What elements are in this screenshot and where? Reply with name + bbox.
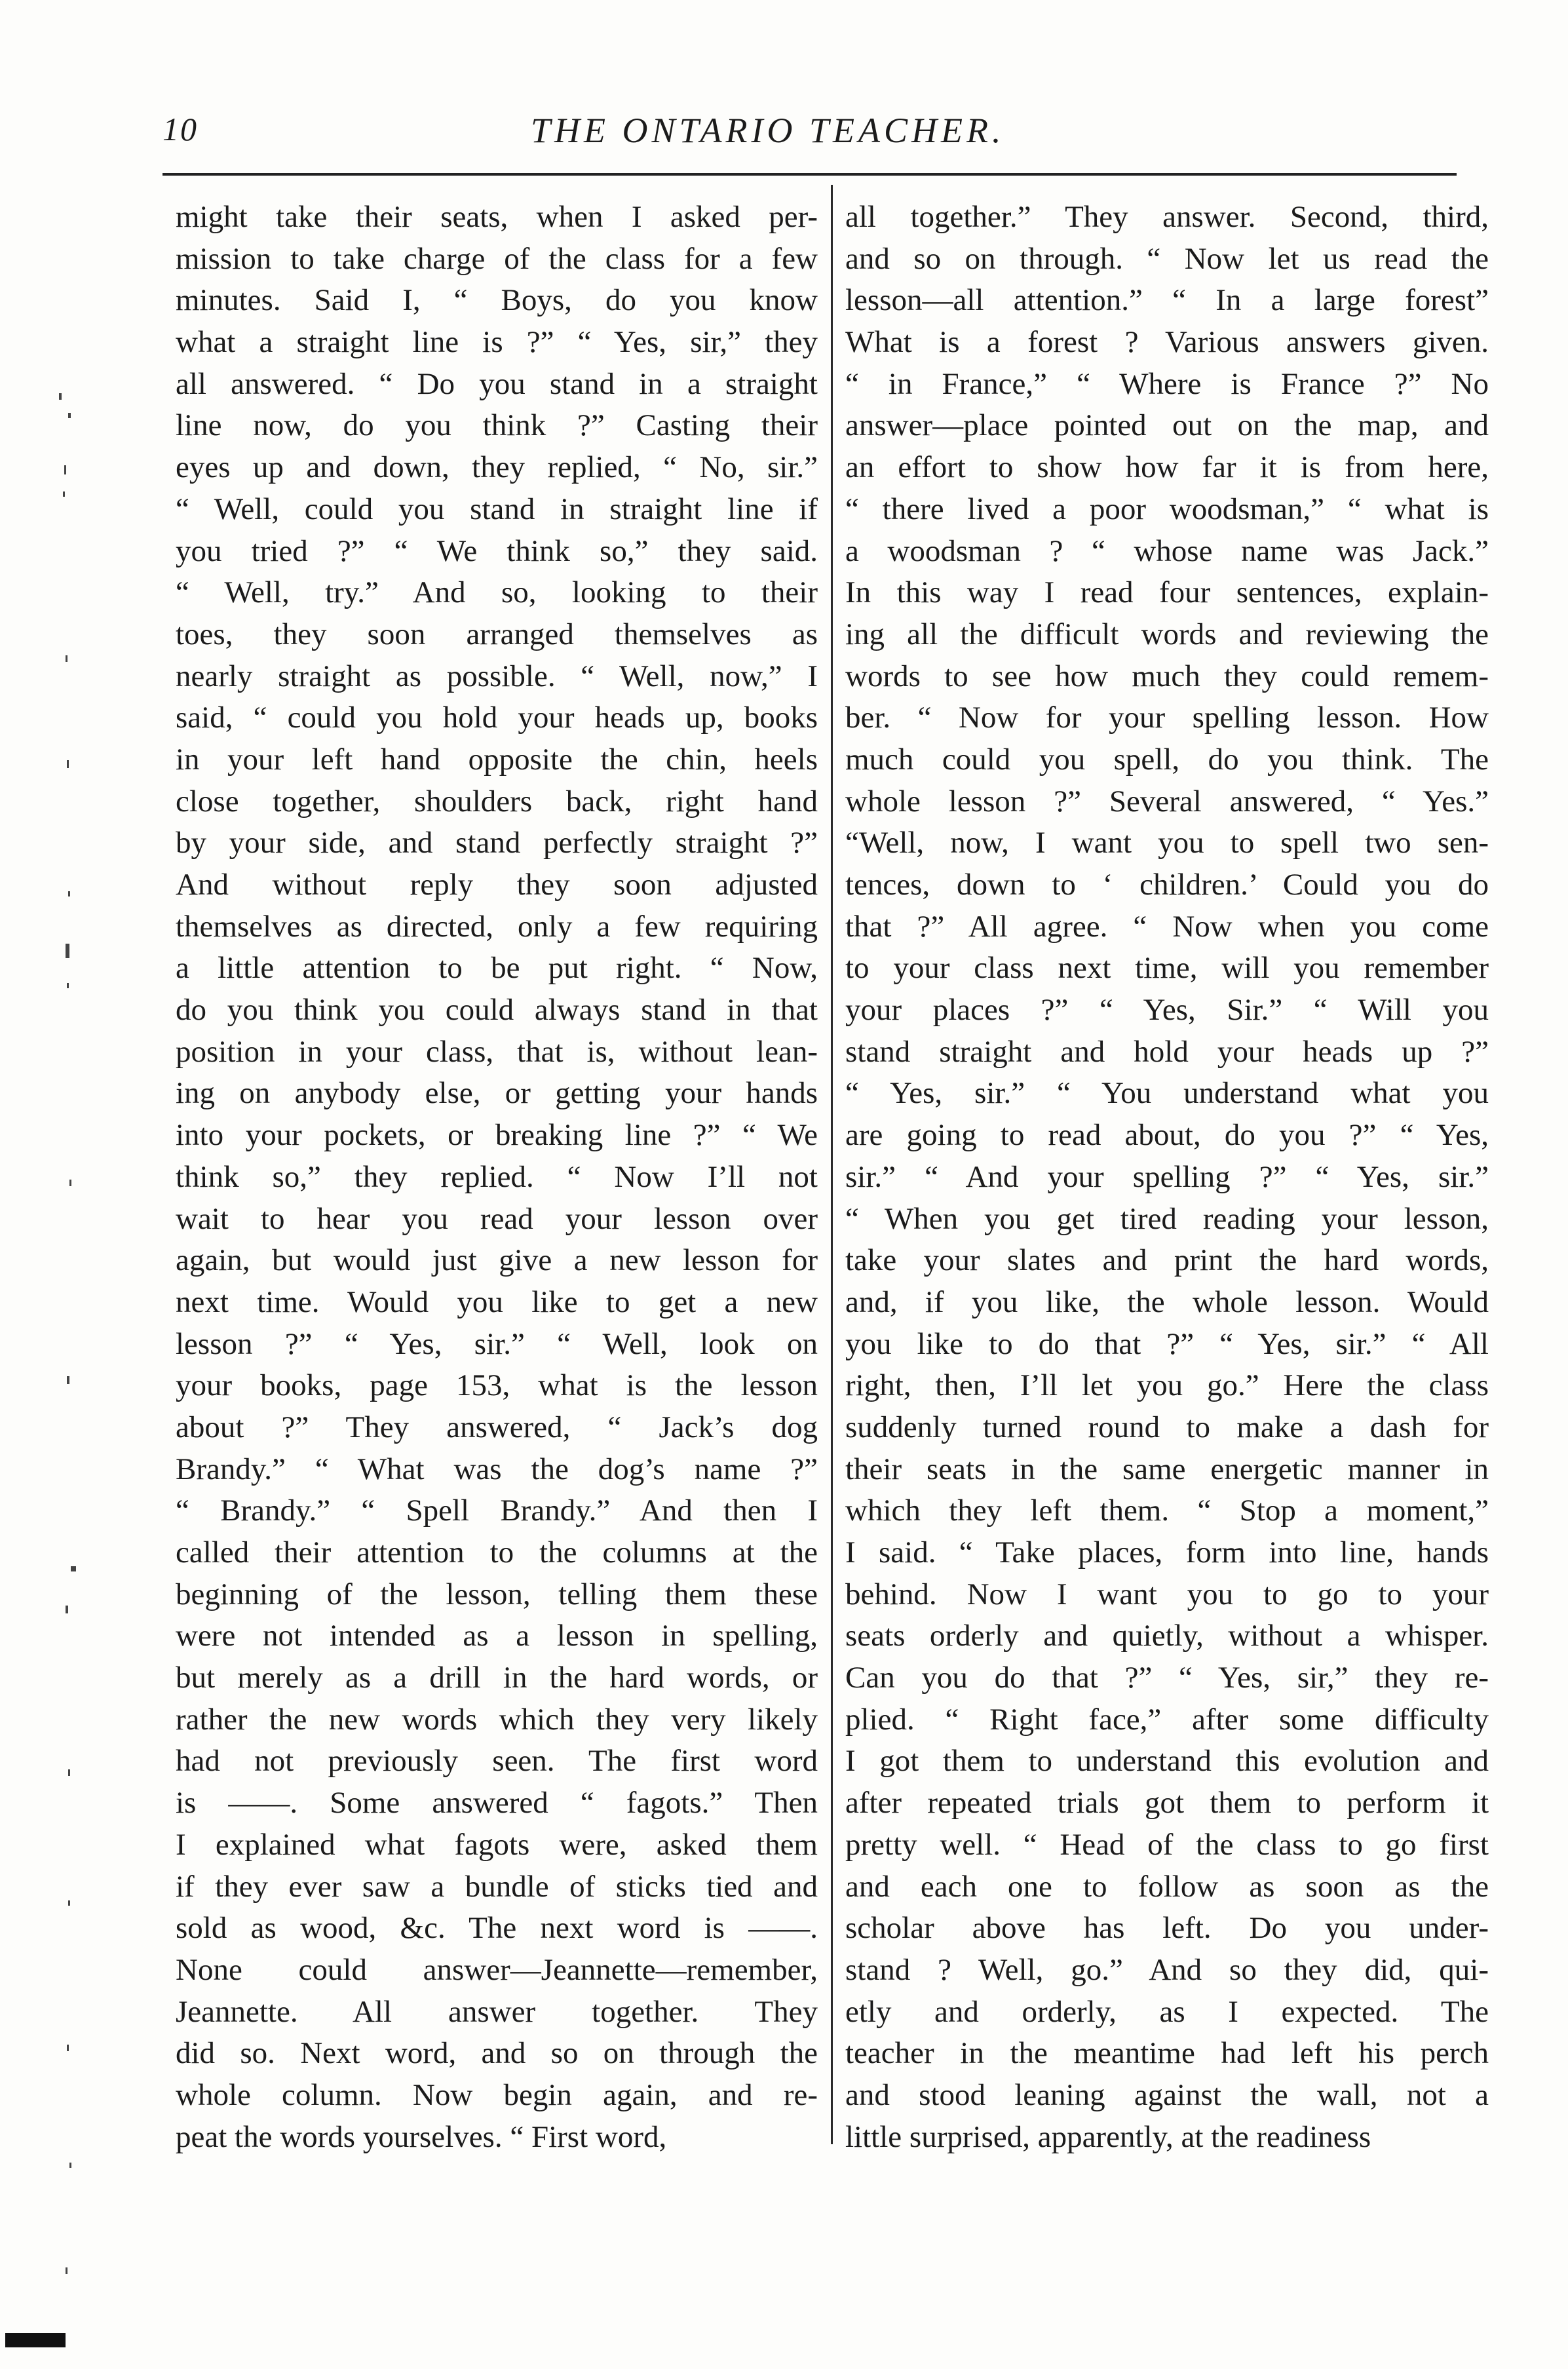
text-line: “ Well, could you stand in straight line if xyxy=(176,491,818,526)
text-line: themselves as directed, only a few requiring xyxy=(176,909,818,944)
text-line: and each one to follow as soon as the xyxy=(845,1869,1489,1904)
page-number: 10 xyxy=(163,111,198,147)
text-line: beginning of the lesson, telling them these xyxy=(176,1577,818,1611)
text-line: lesson ?” “ Yes, sir.” “ Well, look on xyxy=(176,1326,818,1361)
text-line: peat the words yourselves. “ First word, xyxy=(176,2119,667,2154)
column-divider xyxy=(831,185,833,2144)
text-line: close together, shoulders back, right hand xyxy=(176,784,818,819)
text-line: if they ever saw a bundle of sticks tied and xyxy=(176,1869,818,1904)
margin-specks xyxy=(39,393,98,2346)
text-line: and stood leaning against the wall, not a xyxy=(845,2077,1489,2112)
text-line: had not previously seen. The first word xyxy=(176,1744,818,1779)
text-line: you tried ?” “ We think so,” they said. xyxy=(176,533,818,568)
text-line: ing on anybody else, or getting your hands xyxy=(176,1076,818,1111)
text-line: your places ?” “ Yes, Sir.” “ Will you xyxy=(845,993,1489,1028)
text-line: etly and orderly, as I expected. The xyxy=(845,1994,1489,2029)
text-line: words to see how much they could remem- xyxy=(845,659,1489,693)
text-line: by your side, and stand perfectly straight ?” xyxy=(176,826,818,860)
text-line: “ in France,” “ Where is France ?” No xyxy=(845,366,1489,401)
text-line: lesson—all attention.” “ In a large forest” xyxy=(845,283,1489,318)
text-line: in your left hand opposite the chin, heels xyxy=(176,742,818,777)
text-line: mission to take charge of the class for a few xyxy=(176,241,818,276)
text-line: Can you do that ?” “ Yes, sir,” they re- xyxy=(845,1661,1489,1695)
text-line: to your class next time, will you remember xyxy=(845,951,1489,986)
text-line: little surprised, apparently, at the readiness xyxy=(845,2119,1371,2154)
page-header xyxy=(0,110,1568,156)
text-line: sold as wood, &c. The next word is ——. xyxy=(176,1911,818,1946)
text-line: “ Brandy.” “ Spell Brandy.” And then I xyxy=(176,1493,818,1528)
text-line: I said. “ Take places, form into line, hands xyxy=(845,1535,1489,1570)
text-line: ing all the difficult words and reviewing the xyxy=(845,617,1489,651)
text-line: that ?” All agree. “ Now when you come xyxy=(845,909,1489,944)
text-line: all answered. “ Do you stand in a straight xyxy=(176,366,818,401)
text-line: nearly straight as possible. “ Well, now,” I xyxy=(176,659,818,693)
text-line: your books, page 153, what is the lesson xyxy=(176,1368,818,1403)
text-line: suddenly turned round to make a dash for xyxy=(845,1410,1489,1444)
text-line: next time. Would you like to get a new xyxy=(176,1284,818,1319)
text-line: “ Yes, sir.” “ You understand what you xyxy=(845,1076,1489,1111)
text-line: you like to do that ?” “ Yes, sir.” “ All xyxy=(845,1326,1489,1361)
text-line: take your slates and print the hard words, xyxy=(845,1243,1489,1278)
text-line: do you think you could always stand in that xyxy=(176,993,818,1028)
text-line: their seats in the same energetic manner in xyxy=(845,1452,1489,1486)
text-line: right, then, I’ll let you go.” Here the class xyxy=(845,1368,1489,1403)
text-line: and so on through. “ Now let us read the xyxy=(845,241,1489,276)
text-line: “ Well, try.” And so, looking to their xyxy=(176,575,818,610)
text-line: line now, do you think ?” Casting their xyxy=(176,408,818,443)
right-text-column xyxy=(845,197,1489,2154)
text-line: eyes up and down, they replied, “ No, sir.” xyxy=(176,450,818,485)
text-line: “ When you get tired reading your lesson, xyxy=(845,1201,1489,1236)
text-line: are going to read about, do you ?” “ Yes, xyxy=(845,1118,1489,1153)
text-line: None could answer—Jeannette—remember, xyxy=(176,1952,818,1987)
text-line: much could you spell, do you think. The xyxy=(845,742,1489,777)
text-line: whole column. Now begin again, and re- xyxy=(176,2077,818,2112)
text-line: is ——. Some answered “ fagots.” Then xyxy=(176,1786,818,1820)
text-line: what a straight line is ?” “ Yes, sir,” they xyxy=(176,325,818,360)
text-line: said, “ could you hold your heads up, books xyxy=(176,701,818,735)
text-line: an effort to show how far it is from here, xyxy=(845,450,1489,485)
text-line: a woodsman ? “ whose name was Jack.” xyxy=(845,533,1489,568)
text-line: tences, down to ‘ children.’ Could you do xyxy=(845,868,1489,902)
text-line: Jeannette. All answer together. They xyxy=(176,1994,818,2029)
text-line: ber. “ Now for your spelling lesson. How xyxy=(845,701,1489,735)
text-line: called their attention to the columns at the xyxy=(176,1535,818,1570)
text-line: And without reply they soon adjusted xyxy=(176,868,818,902)
text-line: What is a forest ? Various answers given. xyxy=(845,325,1489,360)
text-line: pretty well. “ Head of the class to go first xyxy=(845,1827,1489,1862)
text-line: and, if you like, the whole lesson. Would xyxy=(845,1284,1489,1319)
text-line: again, but would just give a new lesson for xyxy=(176,1243,818,1278)
text-line: minutes. Said I, “ Boys, do you know xyxy=(176,283,818,318)
text-line: toes, they soon arranged themselves as xyxy=(176,617,818,651)
text-line: but merely as a drill in the hard words, or xyxy=(176,1661,818,1695)
running-title: THE ONTARIO TEACHER. xyxy=(531,111,1005,150)
text-line: all together.” They answer. Second, third, xyxy=(845,200,1489,234)
text-line: wait to hear you read your lesson over xyxy=(176,1201,818,1236)
text-line: In this way I read four sentences, explain- xyxy=(845,575,1489,610)
text-line: answer—place pointed out on the map, and xyxy=(845,408,1489,443)
text-line: seats orderly and quietly, without a whisper. xyxy=(845,1619,1489,1653)
header-rule xyxy=(163,173,1457,176)
text-line: a little attention to be put right. “ Now, xyxy=(176,951,818,986)
text-line: about ?” They answered, “ Jack’s dog xyxy=(176,1410,818,1444)
text-line: behind. Now I want you to go to your xyxy=(845,1577,1489,1611)
text-line: teacher in the meantime had left his perch xyxy=(845,2036,1489,2071)
text-line: which they left them. “ Stop a moment,” xyxy=(845,1493,1489,1528)
text-line: after repeated trials got them to perform it xyxy=(845,1786,1489,1820)
text-line: into your pockets, or breaking line ?” “ We xyxy=(176,1118,818,1153)
text-line: were not intended as a lesson in spelling, xyxy=(176,1619,818,1653)
text-line: scholar above has left. Do you under- xyxy=(845,1911,1489,1946)
text-line: I got them to understand this evolution and xyxy=(845,1744,1489,1779)
text-line: might take their seats, when I asked per- xyxy=(176,200,818,234)
text-line: sir.” “ And your spelling ?” “ Yes, sir.” xyxy=(845,1159,1489,1194)
text-line: Brandy.” “ What was the dog’s name ?” xyxy=(176,1452,818,1486)
text-line: “Well, now, I want you to spell two sen- xyxy=(845,826,1489,860)
text-line: position in your class, that is, without lean- xyxy=(176,1034,818,1069)
corner-ink-mark xyxy=(5,2333,66,2347)
text-line: plied. “ Right face,” after some difficulty xyxy=(845,1702,1489,1737)
text-line: “ there lived a poor woodsman,” “ what is xyxy=(845,491,1489,526)
text-line: stand straight and hold your heads up ?” xyxy=(845,1034,1489,1069)
text-line: rather the new words which they very likely xyxy=(176,1702,818,1737)
text-line: did so. Next word, and so on through the xyxy=(176,2036,818,2071)
text-line: I explained what fagots were, asked them xyxy=(176,1827,818,1862)
left-text-column xyxy=(176,197,818,2154)
text-line: think so,” they replied. “ Now I’ll not xyxy=(176,1159,818,1194)
text-line: whole lesson ?” Several answered, “ Yes.” xyxy=(845,784,1489,819)
text-line: stand ? Well, go.” And so they did, qui- xyxy=(845,1952,1489,1987)
